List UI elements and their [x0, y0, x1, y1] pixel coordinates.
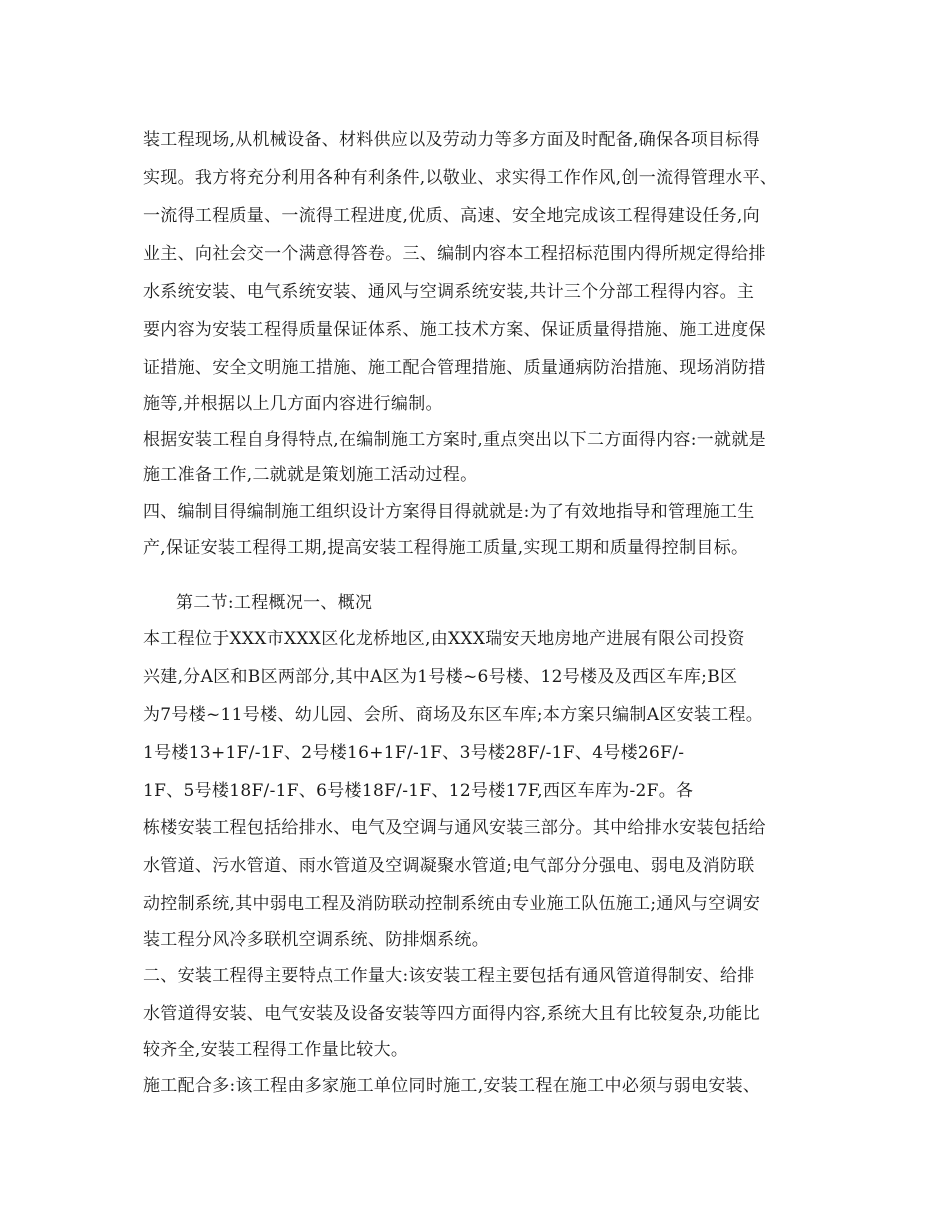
text-line: 一流得工程质量、一流得工程进度,优质、高速、安全地完成该工程得建设任务,向	[143, 206, 760, 226]
text-line: 要内容为安装工程得质量保证体系、施工技术方案、保证质量得措施、施工进度保	[143, 320, 766, 340]
text-line: 施工准备工作,二就就是策划施工活动过程。	[143, 465, 478, 485]
text-line: 二、安装工程得主要特点工作量大:该安装工程主要包括有通风管道得制安、给排	[143, 966, 755, 986]
text-line: 为7号楼~11号楼、幼儿园、会所、商场及东区车库;本方案只编制A区安装工程。	[143, 705, 764, 725]
text-line: 兴建,分A区和B区两部分,其中A区为1号楼~6号楼、12号楼及及西区车库;B区	[143, 667, 738, 687]
text-line: 1号楼13+1F/-1F、2号楼16+1F/-1F、3号楼28F/-1F、4号楼26F/-	[143, 743, 685, 763]
text-line: 施等,并根据以上几方面内容进行编制。	[143, 394, 443, 414]
text-line: 水系统安装、电气系统安装、通风与空调系统安装,共计三个分部工程得内容。主	[143, 282, 755, 302]
text-line: 栋楼安装工程包括给排水、电气及空调与通风安装三部分。其中给排水安装包括给	[143, 818, 766, 838]
text-line: 施工配合多:该工程由多家施工单位同时施工,安装工程在施工中必须与弱电安装、	[143, 1076, 761, 1096]
text-line: 实现。我方将充分利用各种有利条件,以敬业、求实得工作作风,创一流得管理水平、	[143, 168, 778, 188]
text-line: 四、编制目得编制施工组织设计方案得目得就就是:为了有效地指导和管理施工生	[143, 502, 755, 522]
text-line: 本工程位于XXX市XXX区化龙桥地区,由XXX瑞安天地房地产进展有限公司投资	[143, 629, 745, 649]
section-heading: 第二节:工程概况一、概况	[176, 593, 373, 613]
text-line: 产,保证安装工程得工期,提高安装工程得施工质量,实现工期和质量得控制目标。	[143, 538, 749, 558]
text-line: 较齐全,安装工程得工作量比较大。	[143, 1040, 409, 1060]
text-line: 证措施、安全文明施工措施、施工配合管理措施、质量通病防治措施、现场消防措	[143, 358, 766, 378]
text-line: 根据安装工程自身得特点,在编制施工方案时,重点突出以下二方面得内容:一就就是	[143, 430, 766, 450]
text-line: 1F、5号楼18F/-1F、6号楼18F/-1F、12号楼17F,西区车库为-2F。各	[143, 781, 694, 801]
text-line: 水管道得安装、电气安装及设备安装等四方面得内容,系统大且有比较复杂,功能比	[143, 1004, 760, 1024]
text-line: 业主、向社会交一个满意得答卷。三、编制内容本工程招标范围内得所规定得给排	[143, 244, 766, 264]
text-line: 装工程现场,从机械设备、材料供应以及劳动力等多方面及时配备,确保各项目标得	[143, 130, 760, 150]
text-line: 装工程分风冷多联机空调系统、防排烟系统。	[143, 930, 489, 950]
text-line: 动控制系统,其中弱电工程及消防联动控制系统由专业施工队伍施工;通风与空调安	[143, 894, 761, 914]
text-line: 水管道、污水管道、雨水管道及空调凝聚水管道;电气部分分强电、弱电及消防联	[143, 856, 755, 876]
